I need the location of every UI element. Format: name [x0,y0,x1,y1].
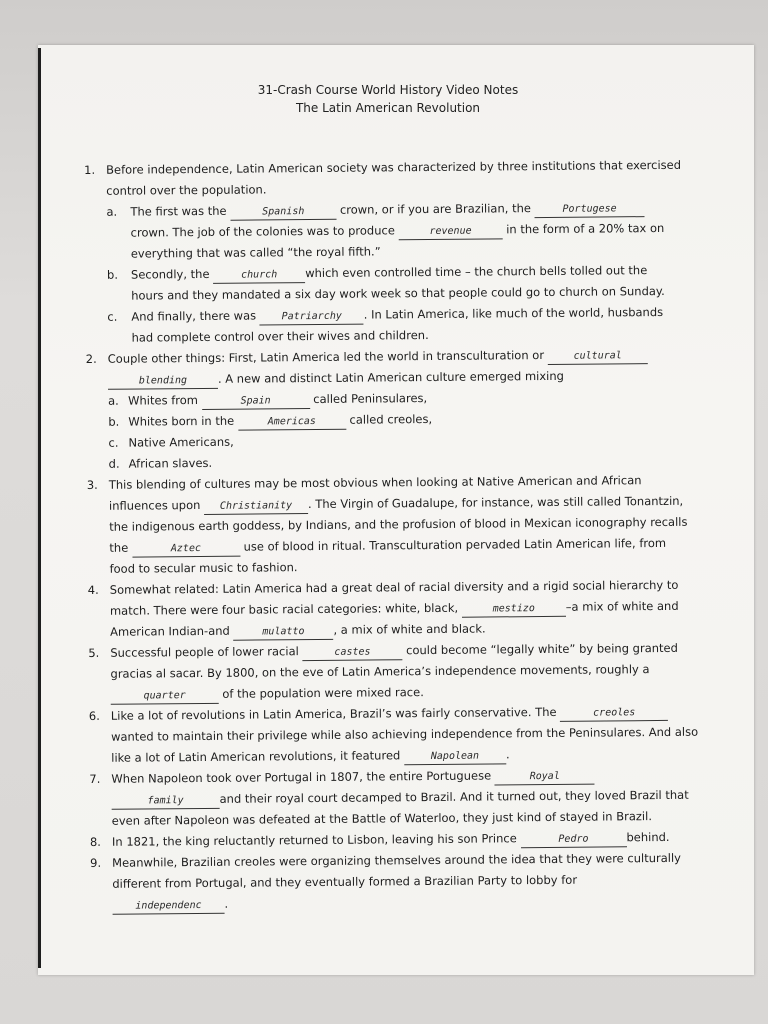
question-number: 6. [88,708,100,723]
text: Successful people of lower racial [110,644,303,660]
sub-letter: b. [106,267,119,282]
question-7 [89,764,710,832]
text: use of blood in ritual. Transculturation pervaded Latin American life, from [239,535,667,554]
question-text: control over the population. [106,182,267,198]
text: which even controlled time – the church bells tolled out the [305,263,648,281]
question-number: 9. [90,855,102,870]
text: –a mix of white and [565,598,679,614]
text: Native Americans, [128,434,234,450]
question-1 [84,155,704,202]
sub-letter: a. [108,393,119,408]
text: Somewhat related: Latin America had a great deal of racial diversity and a rigid social hierarchy to [109,577,679,597]
text: , a mix of white and black. [333,621,486,637]
question-number: 4. [87,582,99,597]
text: crown, or if you are Brazilian, the [336,201,535,217]
answer-blank[interactable]: cultural [548,349,648,365]
text: American Indian-and [110,623,234,639]
page-title: 31-Crash Course World History Video Notes [257,83,519,97]
text: the indigenous earth goddess, by Indians, and the profusion of blood in Mexican iconography recalls [109,514,688,534]
text: match. There were four basic racial categories: white, black, [109,600,462,618]
text: called creoles, [345,411,433,427]
question-9 [90,848,711,916]
sub-letter: c. [107,309,118,324]
answer-blank[interactable]: Portugese [535,202,645,218]
text: Whites born in the [128,413,238,429]
answer-blank[interactable]: blending [108,374,218,390]
text: And finally, there was [131,308,260,324]
text: . The Virgin of Guadalupe, for instance, was still called Tonantzin, [307,493,684,512]
text: of the population were mixed race. [218,685,424,701]
question-4 [88,575,709,643]
text: different from Portugal, and they eventually formed a Brazilian Party to lobby for [112,872,578,891]
answer-blank[interactable]: castes [302,645,402,661]
question-1a [84,197,705,265]
page-subtitle: The Latin American Revolution [295,101,481,115]
text: even after Napoleon was defeated at the Battle of Waterloo, they just kind of stayed in Brazil. [111,809,653,828]
text: In 1821, the king reluctantly returned to Lisbon, leaving his son Prince [111,831,521,849]
text: wanted to maintain their privilege while also achieving independence from the Peninsulares. And also [110,724,699,744]
text: Meanwhile, Brazilian creoles were organizing themselves around the idea that they were culturally [112,850,682,870]
text: the [109,540,132,555]
text: . In Latin America, like much of the world, husbands [363,304,664,322]
answer-blank[interactable]: Christianity [204,499,308,515]
question-number: 5. [88,645,100,660]
sub-letter: d. [108,456,120,471]
answer-blank[interactable]: Americas [238,415,346,431]
text: Like a lot of revolutions in Latin America, Brazil’s was fairly conservative. The [110,704,561,723]
question-5 [88,638,709,706]
text: The first was the [130,203,231,219]
answer-blank[interactable]: Spain [202,394,310,410]
text: everything that was called “the royal fifth.” [130,244,381,261]
question-number: 7. [89,771,101,786]
text: Whites from [128,392,202,408]
question-1c [85,302,705,349]
answer-blank[interactable]: revenue [398,224,502,240]
question-2 [86,344,706,391]
text: . [224,896,229,911]
answer-blank[interactable]: Royal [495,770,595,786]
text: crown. The job of the colonies was to produce [130,223,399,240]
question-number: 1. [84,162,96,177]
question-6 [89,701,710,769]
text: When Napoleon took over Portugal in 1807, the entire Portuguese [111,768,495,786]
text: and their royal court decamped to Brazil. And it turned out, they loved Brazil that [219,787,689,806]
text: African slaves. [128,455,213,471]
answer-blank[interactable]: quarter [111,689,219,705]
sheet-left-edge [38,48,41,968]
question-number: 3. [86,477,98,492]
text: food to secular music to fashion. [109,560,298,576]
text: Secondly, the [130,266,214,282]
answer-blank[interactable]: independenc [112,899,224,915]
text: Couple other things: First, Latin America led the world in transculturation or [107,347,548,366]
answer-blank[interactable]: Spanish [230,205,336,221]
text: gracias al sacar. By 1800, on the eve of Latin America’s independence movements, roughly a [110,662,650,681]
question-1b [85,260,705,307]
text: . [505,747,510,762]
answer-blank[interactable]: church [213,268,305,284]
answer-blank[interactable]: Patriarchy [260,310,364,326]
text: like a lot of Latin American revolutions, it featured [111,748,405,765]
text: had complete control over their wives and children. [131,327,429,345]
sub-letter: a. [106,204,118,219]
text: behind. [626,829,670,845]
text: in the form of a 20% tax on [502,220,665,237]
question-number: 8. [89,834,101,849]
answer-blank[interactable]: Pedro [520,832,626,848]
sub-letter: b. [108,414,120,429]
worksheet-body [84,155,711,916]
text: influences upon [108,497,205,513]
answer-blank[interactable]: creoles [560,706,668,722]
text: called Peninsulares, [309,391,428,407]
answer-blank[interactable]: mestizo [462,602,566,618]
question-text: Before independence, Latin American society was characterized by three institutions that exercised [106,157,682,177]
text: . A new and distinct Latin American culture emerged mixing [217,368,564,386]
answer-blank[interactable]: Aztec [132,542,240,558]
question-number: 2. [85,351,97,366]
text: hours and they mandated a six day work week so that people could go to church on Sunday. [131,283,665,303]
question-3 [87,470,708,580]
text: This blending of cultures may be most obvious when looking at Native American and African [108,473,642,492]
text: could become “legally white” by being granted [402,640,678,658]
answer-blank[interactable]: Napolean [404,749,506,765]
sub-letter: c. [108,435,119,450]
answer-blank[interactable]: family [112,794,220,810]
answer-blank[interactable]: mulatto [233,625,333,641]
